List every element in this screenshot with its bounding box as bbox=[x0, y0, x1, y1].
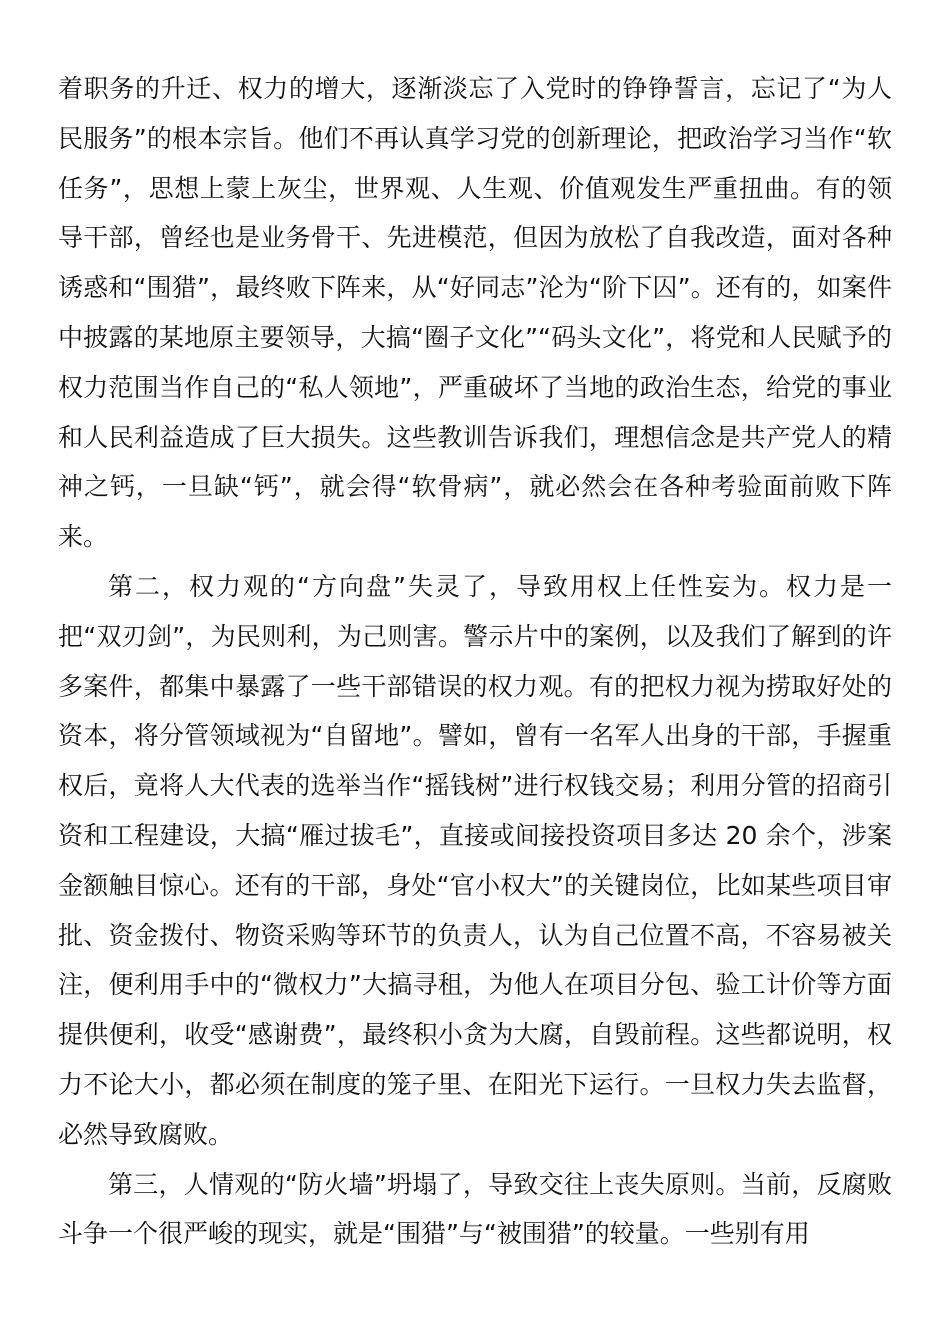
paragraph-1: 着职务的升迁、权力的增大，逐渐淡忘了入党时的铮铮誓言，忘记了“为人民服务”的根本宗旨。他们不再认真学习党的创新理论，把政治学习当作“软任务”，思想上蒙上灰尘，世界观、人生观、价值观发生严重扭曲。有的领导干部，曾经也是业务骨干、先进模范，但因为放松了自我改造，面对各种诱惑和“围猎”，最终败下阵来，从“好同志”沦为“阶下囚”。还有的，如案件中披露的某地原主要领导，大搞“圈子文化”“码头文化”，将党和人民赋予的权力范围当作自己的“私人领地”，严重破坏了当地的政治生态，给党的事业和人民利益造成了巨大损失。这些教训告诉我们，理想信念是共产党人的精神之钙，一旦缺“钙”，就会得“软骨病”，就必然会在各种考验面前败下阵来。 bbox=[58, 74, 892, 552]
paragraph-3: 第三，人情观的“防火墙”坍塌了，导致交往上丧失原则。当前，反腐败斗争一个很严峻的现实，就是“围猎”与“被围猎”的较量。一些别有用 bbox=[58, 1169, 892, 1249]
document-page bbox=[58, 64, 892, 1259]
paragraph-2: 第二，权力观的“方向盘”失灵了，导致用权上任性妄为。权力是一把“双刃剑”，为民则利，为己则害。警示片中的案例，以及我们了解到的许多案件，都集中暴露了一些干部错误的权力观。有的把权力视为捞取好处的资本，将分管领域视为“自留地”。譬如，曾有一名军人出身的干部，手握重权后，竟将人大代表的选举当作“摇钱树”进行权钱交易；利用分管的招商引资和工程建设，大搞“雁过拔毛”，直接或间接投资项目多达 20 余个，涉案金额触目惊心。还有的干部，身处“官小权大”的关键岗位，比如某些项目审批、资金拨付、物资采购等环节的负责人，认为自己位置不高，不容易被关注，便利用手中的“微权力”大搞寻租，为他人在项目分包、验工计价等方面提供便利，收受“感谢费”，最终积小贪为大腐，自毁前程。这些都说明，权力不论大小，都必须在制度的笼子里、在阳光下运行。一旦权力失去监督，必然导致腐败。 bbox=[58, 571, 892, 1149]
